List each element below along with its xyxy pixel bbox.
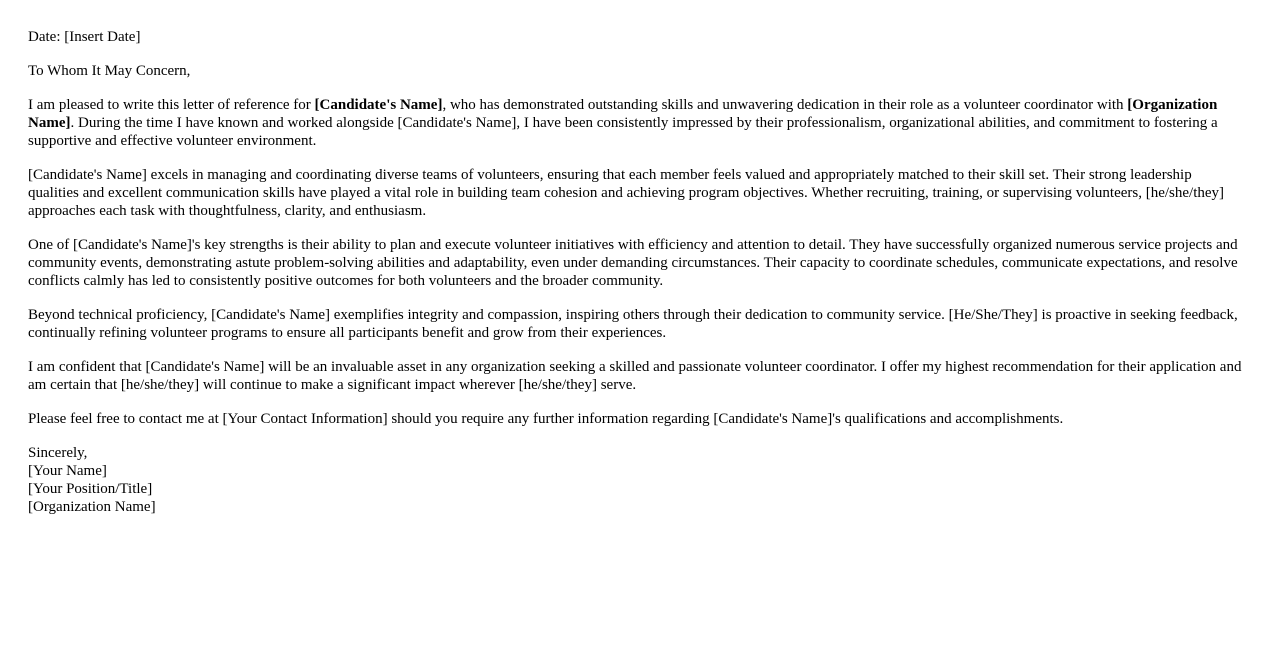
reference-letter <box>28 28 1243 516</box>
paragraph-contact: Please feel free to contact me at [Your Contact Information] should you require any further information regarding [Candidate's Name]'s qualifications and accomplishments. <box>28 411 1064 427</box>
paragraph-integrity: Beyond technical proficiency, [Candidate's Name] exemplifies integrity and compassion, inspiring others through their dedication to community service. [He/She/They] is proactive in seeking feedback, continually refining volunteer programs to ensure all participants benefit and grow from their experiences. <box>28 307 1238 341</box>
paragraph-introduction <box>28 96 1243 150</box>
closing: Sincerely, <box>28 445 88 461</box>
candidate-name-bold: [Candidate's Name] <box>314 97 443 113</box>
paragraph-team-management: [Candidate's Name] excels in managing and coordinating diverse teams of volunteers, ensuring that each member feels valued and appropriately matched to their skill set. Their strong leadership qualities and excellent communication skills have played a vital role in building team cohesion and achieving program objectives. Whether recruiting, training, or supervising volunteers, [he/she/they] approaches each task with thoughtfulness, clarity, and enthusiasm. <box>28 167 1225 219</box>
signer-name: [Your Name] <box>28 463 107 479</box>
organization-name-bold: [Organization Name] <box>28 97 1218 131</box>
intro-text-3: . During the time I have known and worked alongside [Candidate's Name], I have been consistently impressed by their professionalism, organizational abilities, and commitment to fostering a supportive and effective volunteer environment. <box>28 115 1218 149</box>
intro-text-1: I am pleased to write this letter of reference for <box>28 97 315 113</box>
date-line: Date: [Insert Date] <box>28 29 141 45</box>
signer-organization: [Organization Name] <box>28 499 156 515</box>
intro-text-2: , who has demonstrated outstanding skills and unwavering dedication in their role as a volunteer coordinator with <box>442 97 1128 113</box>
paragraph-recommendation: I am confident that [Candidate's Name] will be an invaluable asset in any organization seeking a skilled and passionate volunteer coordinator. I offer my highest recommendation for their application and am certain that [he/she/they] will continue to make a significant impact wherever [he/she/they] serve. <box>28 359 1242 393</box>
salutation: To Whom It May Concern, <box>28 63 191 79</box>
signature-block <box>28 444 1243 516</box>
paragraph-key-strengths: One of [Candidate's Name]'s key strengths is their ability to plan and execute volunteer initiatives with efficiency and attention to detail. They have successfully organized numerous service projects and community events, demonstrating astute problem-solving abilities and adaptability, even under demanding circumstances. Their capacity to coordinate schedules, communicate expectations, and resolve conflicts calmly has led to consistently positive outcomes for both volunteers and the broader community. <box>28 237 1238 289</box>
signer-position: [Your Position/Title] <box>28 481 153 497</box>
